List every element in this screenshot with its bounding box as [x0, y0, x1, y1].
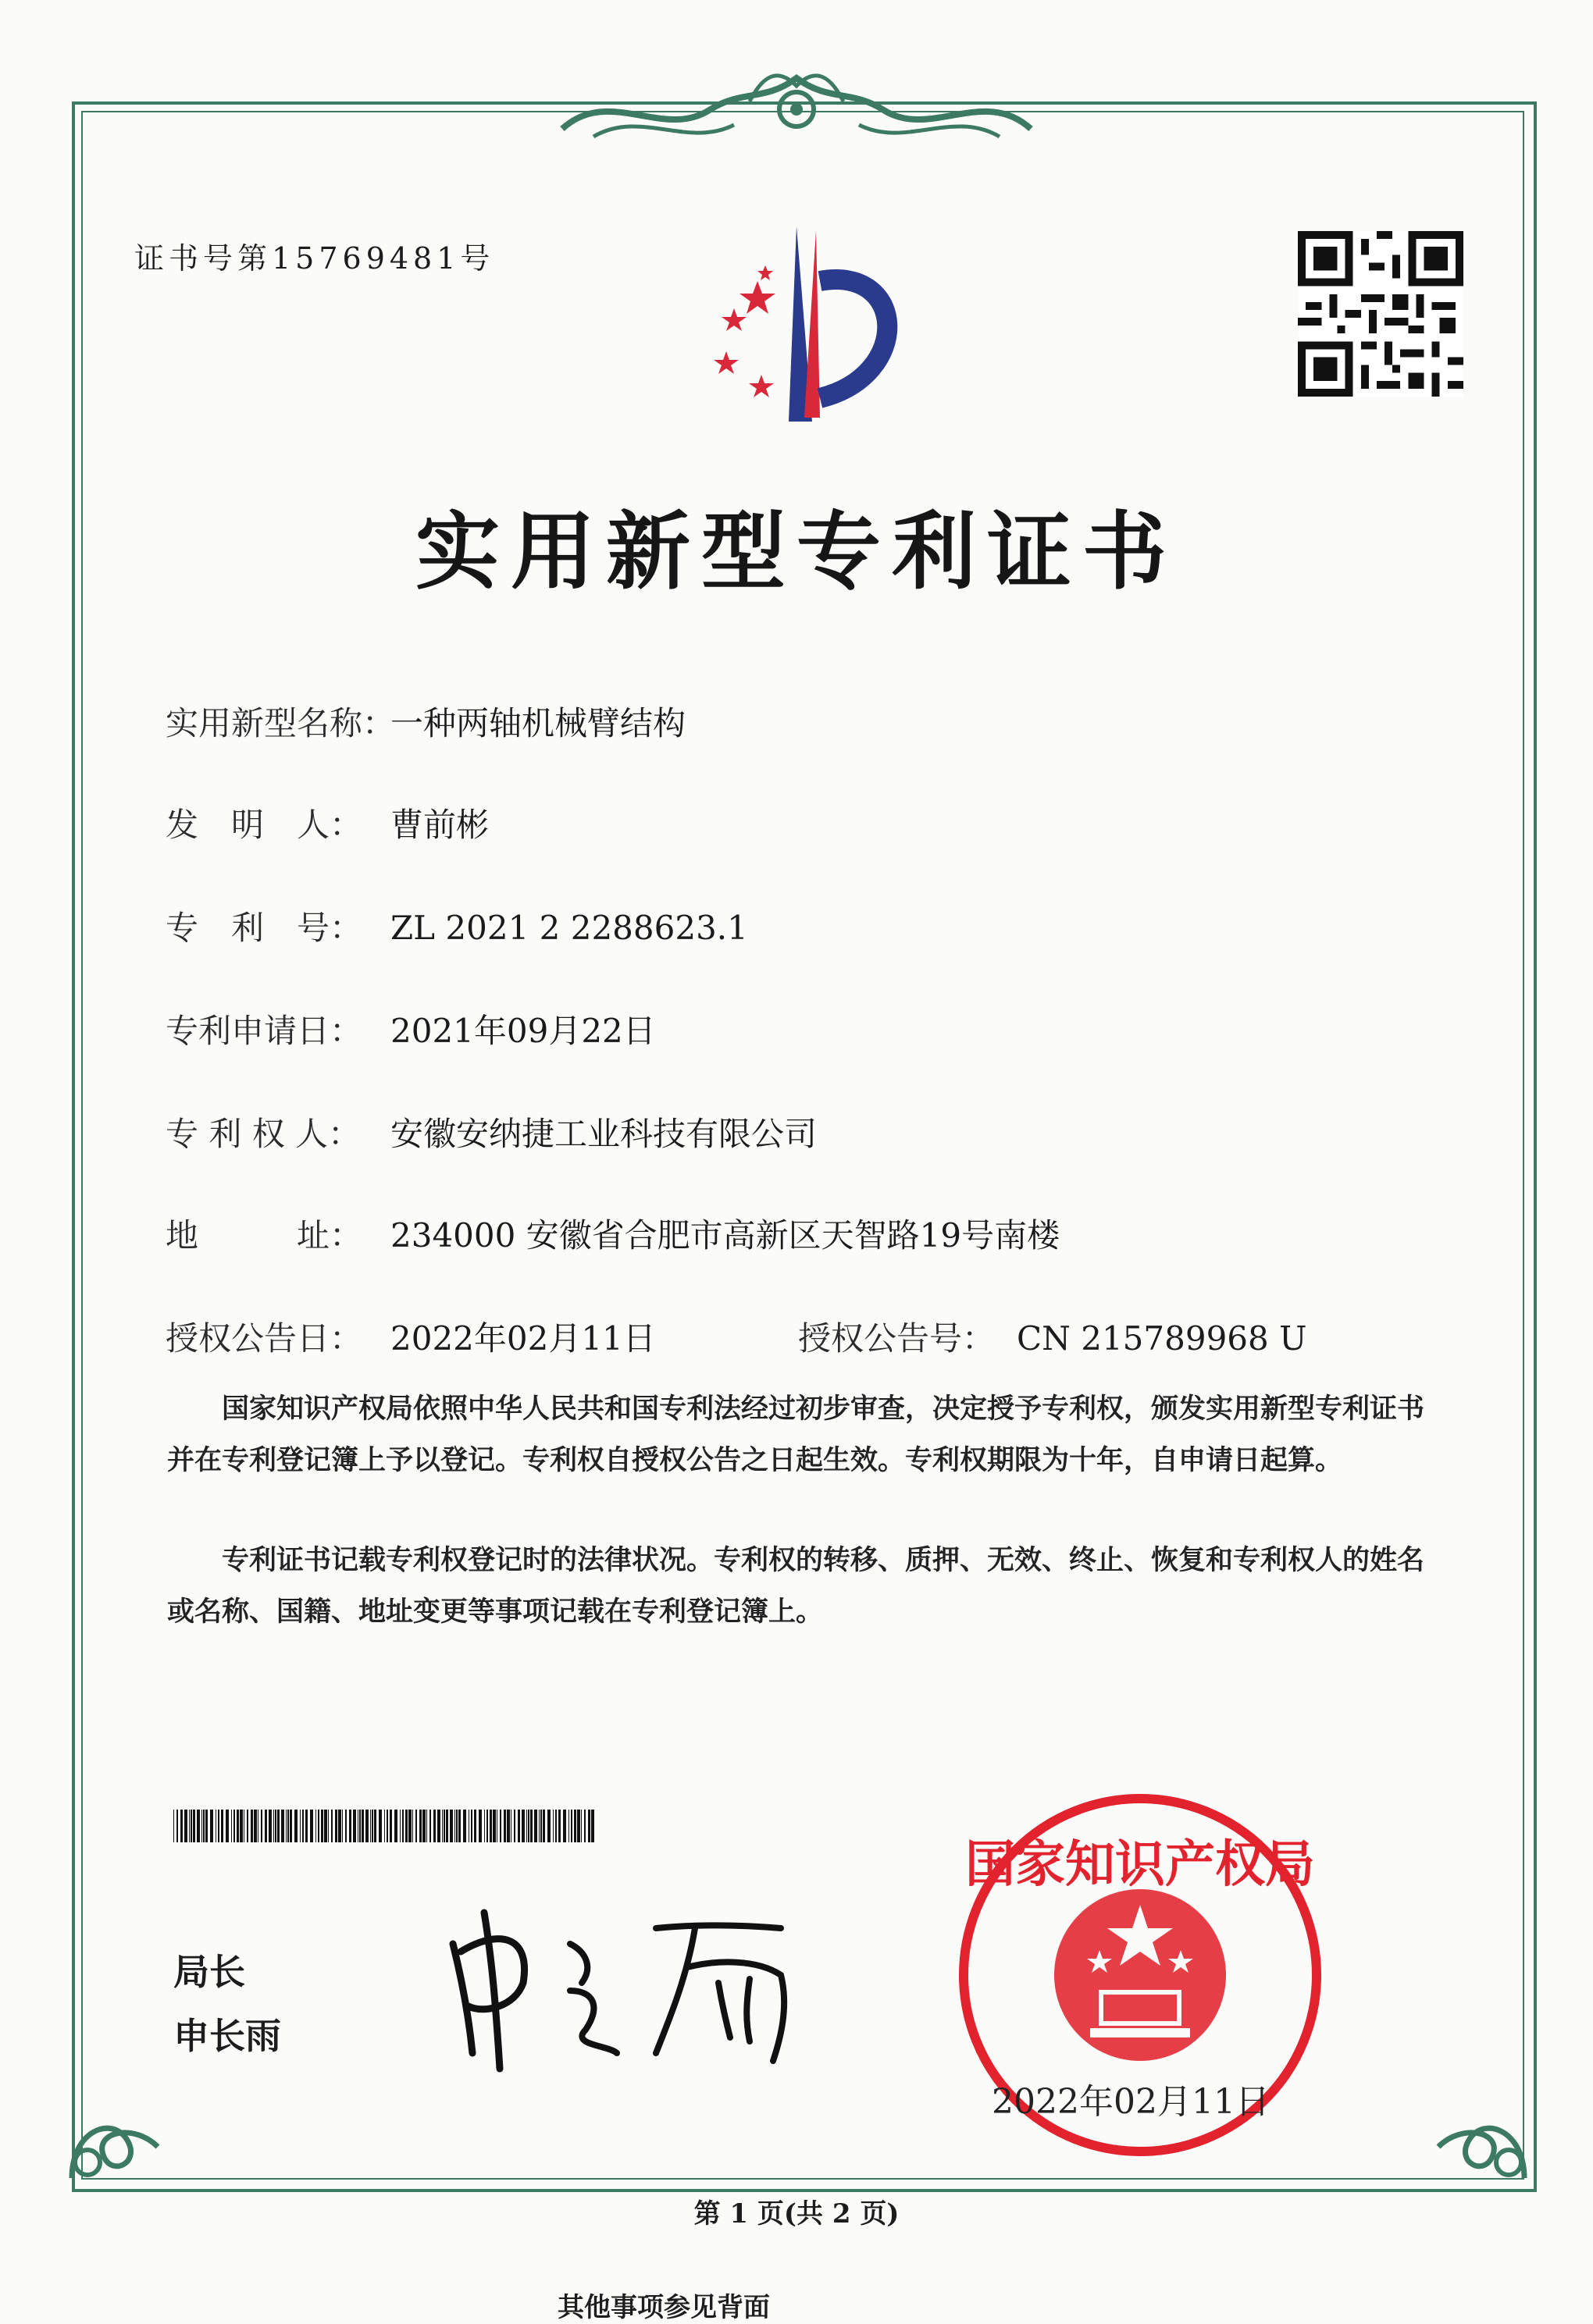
- barcode-bar: [318, 1810, 319, 1842]
- barcode-bar: [342, 1810, 343, 1842]
- barcode-bar: [412, 1810, 413, 1842]
- barcode-bar: [210, 1810, 213, 1842]
- patentee-row: [166, 1109, 817, 1155]
- barcode-bar: [233, 1810, 235, 1842]
- barcode-bar: [374, 1810, 376, 1842]
- barcode-bar: [277, 1810, 280, 1842]
- barcode-bar: [484, 1810, 485, 1842]
- barcode-bar: [359, 1810, 361, 1842]
- corner-ornament-bottom-right: [1415, 2069, 1540, 2194]
- barcode-bar: [563, 1810, 566, 1842]
- barcode-bar: [305, 1810, 308, 1842]
- barcode-bar: [514, 1810, 515, 1842]
- barcode-bar: [394, 1810, 397, 1842]
- barcode-bar: [507, 1810, 510, 1842]
- certificate-title: 实用新型专利证书: [415, 503, 1178, 601]
- barcode-bar: [539, 1810, 540, 1842]
- inventor-label: 发 明 人：: [166, 806, 363, 844]
- barcode-bar: [450, 1810, 453, 1842]
- barcode-bar: [390, 1810, 392, 1842]
- barcode-bar: [201, 1810, 202, 1842]
- seal-date: 2022年02月11日: [992, 2082, 1270, 2122]
- address-label: 地 址：: [166, 1216, 363, 1255]
- barcode-bar: [362, 1810, 364, 1842]
- grant-date-label: 授权公告日：: [166, 1319, 363, 1358]
- barcode-bar: [290, 1810, 292, 1842]
- barcode-bar: [269, 1810, 272, 1842]
- barcode-bar: [422, 1810, 426, 1842]
- barcode-bar: [402, 1810, 404, 1842]
- barcode-bar: [184, 1810, 187, 1842]
- barcode-bar: [493, 1810, 496, 1842]
- top-ornament: [547, 55, 1046, 156]
- barcode-bar: [446, 1810, 448, 1842]
- barcode-bar: [191, 1810, 192, 1842]
- utility-model-name-label: 实用新型名称：: [166, 704, 396, 742]
- barcode-bar: [324, 1810, 327, 1842]
- barcode-bar: [454, 1810, 455, 1842]
- barcode-bar: [221, 1810, 223, 1842]
- barcode-bar: [463, 1810, 466, 1842]
- barcode-bar: [429, 1810, 431, 1842]
- barcode-bar: [415, 1810, 417, 1842]
- barcode-bar: [479, 1810, 482, 1842]
- barcode-bar: [444, 1810, 445, 1842]
- footer-note: 其他事项参见背面: [558, 2292, 770, 2323]
- barcode-bar: [547, 1810, 551, 1842]
- barcode-bar: [300, 1810, 301, 1842]
- barcode-bar: [173, 1810, 174, 1842]
- barcode-bar: [543, 1810, 545, 1842]
- barcode-bar: [584, 1810, 586, 1842]
- barcode-bar: [553, 1810, 554, 1842]
- barcode-bar: [197, 1810, 200, 1842]
- barcode-bar: [286, 1810, 287, 1842]
- cnipa-logo: [672, 219, 929, 429]
- corner-ornament-bottom-left: [56, 2069, 181, 2194]
- barcode-bar: [365, 1810, 369, 1842]
- barcode-bar: [261, 1810, 262, 1842]
- filing-date-value: 2021年09月22日: [390, 1012, 656, 1050]
- barcode-bar: [281, 1810, 284, 1842]
- barcode-bar: [437, 1810, 440, 1842]
- filing-date-row: [166, 1005, 656, 1052]
- barcode-bar: [522, 1810, 525, 1842]
- utility-model-name-row: [166, 698, 686, 745]
- barcode-bar: [442, 1810, 443, 1842]
- patentee-value: 安徽安纳捷工业科技有限公司: [390, 1115, 818, 1153]
- qr-code: [1298, 231, 1463, 397]
- address-value: 234000 安徽省合肥市高新区天智路19号南楼: [390, 1216, 1060, 1255]
- grant-number-row: [798, 1313, 1306, 1360]
- barcode-bar: [203, 1810, 205, 1842]
- barcode-bar: [490, 1810, 492, 1842]
- barcode-bar: [331, 1810, 333, 1842]
- barcode-bar: [328, 1810, 329, 1842]
- grant-date-row: [166, 1313, 656, 1360]
- barcode-bar: [193, 1810, 195, 1842]
- barcode-bar: [387, 1810, 388, 1842]
- barcode-bar: [265, 1810, 267, 1842]
- barcode-bar: [189, 1810, 190, 1842]
- barcode-bar: [571, 1810, 572, 1842]
- barcode-bar: [237, 1810, 239, 1842]
- barcode-bar: [226, 1810, 229, 1842]
- barcode-bar: [419, 1810, 422, 1842]
- barcode-bar: [254, 1810, 257, 1842]
- barcode-bar: [534, 1810, 537, 1842]
- barcode-bar: [321, 1810, 323, 1842]
- barcode-bar: [591, 1810, 594, 1842]
- grant-number-value: CN 215789968 U: [1017, 1319, 1307, 1358]
- barcode-bar: [379, 1810, 382, 1842]
- barcode-bar: [302, 1810, 304, 1842]
- barcode-bar: [405, 1810, 408, 1842]
- barcode-bar: [349, 1810, 351, 1842]
- barcode-bar: [370, 1810, 371, 1842]
- barcode-bar: [372, 1810, 373, 1842]
- patent-number-label: 专 利 号：: [166, 909, 363, 947]
- certificate-number: 证书号第15769481号: [134, 241, 495, 276]
- director-signature: [437, 1897, 812, 2077]
- barcode-bar: [456, 1810, 458, 1842]
- barcode-bar: [577, 1810, 580, 1842]
- patent-number-value: ZL 2021 2 2288623.1: [390, 909, 748, 947]
- barcode-bar: [471, 1810, 472, 1842]
- patent-number-row: [166, 902, 748, 949]
- barcode-bar: [294, 1810, 298, 1842]
- barcode-bar: [581, 1810, 582, 1842]
- barcode-bar: [500, 1810, 501, 1842]
- barcode-bar: [555, 1810, 557, 1842]
- inventor-row: [166, 799, 489, 846]
- barcode-bar: [458, 1810, 461, 1842]
- inventor-value: 曹前彬: [390, 806, 490, 844]
- paragraph-grant-statement: 国家知识产权局依照中华人民共和国专利法经过初步审查，决定授予专利权，颁发实用新型专利证书并在专利登记簿上予以登记。专利权自授权公告之日起生效。专利权期限为十年，自申请日起算。: [167, 1393, 1425, 1476]
- barcode-bar: [231, 1810, 232, 1842]
- barcode-bar: [384, 1810, 385, 1842]
- barcode-bar: [408, 1810, 412, 1842]
- barcode-bar: [176, 1810, 178, 1842]
- barcode-bar: [433, 1810, 436, 1842]
- barcode-bar: [353, 1810, 356, 1842]
- barcode-bar: [345, 1810, 347, 1842]
- patentee-label: 专 利 权 人：: [166, 1115, 362, 1153]
- barcode-bar: [400, 1810, 401, 1842]
- barcode-bar: [247, 1810, 248, 1842]
- paragraph-legal-status: 专利证书记载专利权登记时的法律状况。专利权的转移、质押、无效、终止、恢复和专利权人的姓名或名称、国籍、地址变更等事项记载在专利登记簿上。: [167, 1544, 1425, 1628]
- barcode-bar: [275, 1810, 276, 1842]
- barcode-bar: [558, 1810, 561, 1842]
- barcode-bar: [568, 1810, 569, 1842]
- barcode-bar: [335, 1810, 337, 1842]
- barcode-bar: [530, 1810, 533, 1842]
- barcode-bar: [526, 1810, 527, 1842]
- barcode-bar: [287, 1810, 289, 1842]
- filing-date-label: 专利申请日：: [166, 1012, 363, 1050]
- grant-number-label: 授权公告号：: [798, 1319, 996, 1358]
- barcode: [173, 1810, 598, 1842]
- director-title: 局长: [173, 1951, 245, 1993]
- utility-model-name-value: 一种两轴机械臂结构: [390, 704, 686, 742]
- barcode-bar: [504, 1810, 506, 1842]
- barcode-bar: [251, 1810, 253, 1842]
- barcode-bar: [518, 1810, 520, 1842]
- barcode-bar: [588, 1810, 590, 1842]
- barcode-bar: [574, 1810, 576, 1842]
- page-number: 第 1 页(共 2 页): [693, 2198, 900, 2230]
- barcode-bar: [205, 1810, 208, 1842]
- barcode-bar: [240, 1810, 243, 1842]
- barcode-bar: [426, 1810, 427, 1842]
- barcode-bar: [218, 1810, 219, 1842]
- barcode-bar: [474, 1810, 476, 1842]
- barcode-bar: [486, 1810, 488, 1842]
- barcode-bar: [273, 1810, 274, 1842]
- barcode-bar: [310, 1810, 313, 1842]
- barcode-bar: [315, 1810, 316, 1842]
- director-name: 申长雨: [173, 2015, 281, 2057]
- barcode-bar: [540, 1810, 542, 1842]
- address-row: [166, 1210, 1060, 1257]
- barcode-bar: [338, 1810, 341, 1842]
- barcode-bar: [528, 1810, 529, 1842]
- grant-date-value: 2022年02月11日: [390, 1319, 656, 1358]
- barcode-bar: [180, 1810, 183, 1842]
- seal-text: 国家知识产权局: [965, 1836, 1315, 1894]
